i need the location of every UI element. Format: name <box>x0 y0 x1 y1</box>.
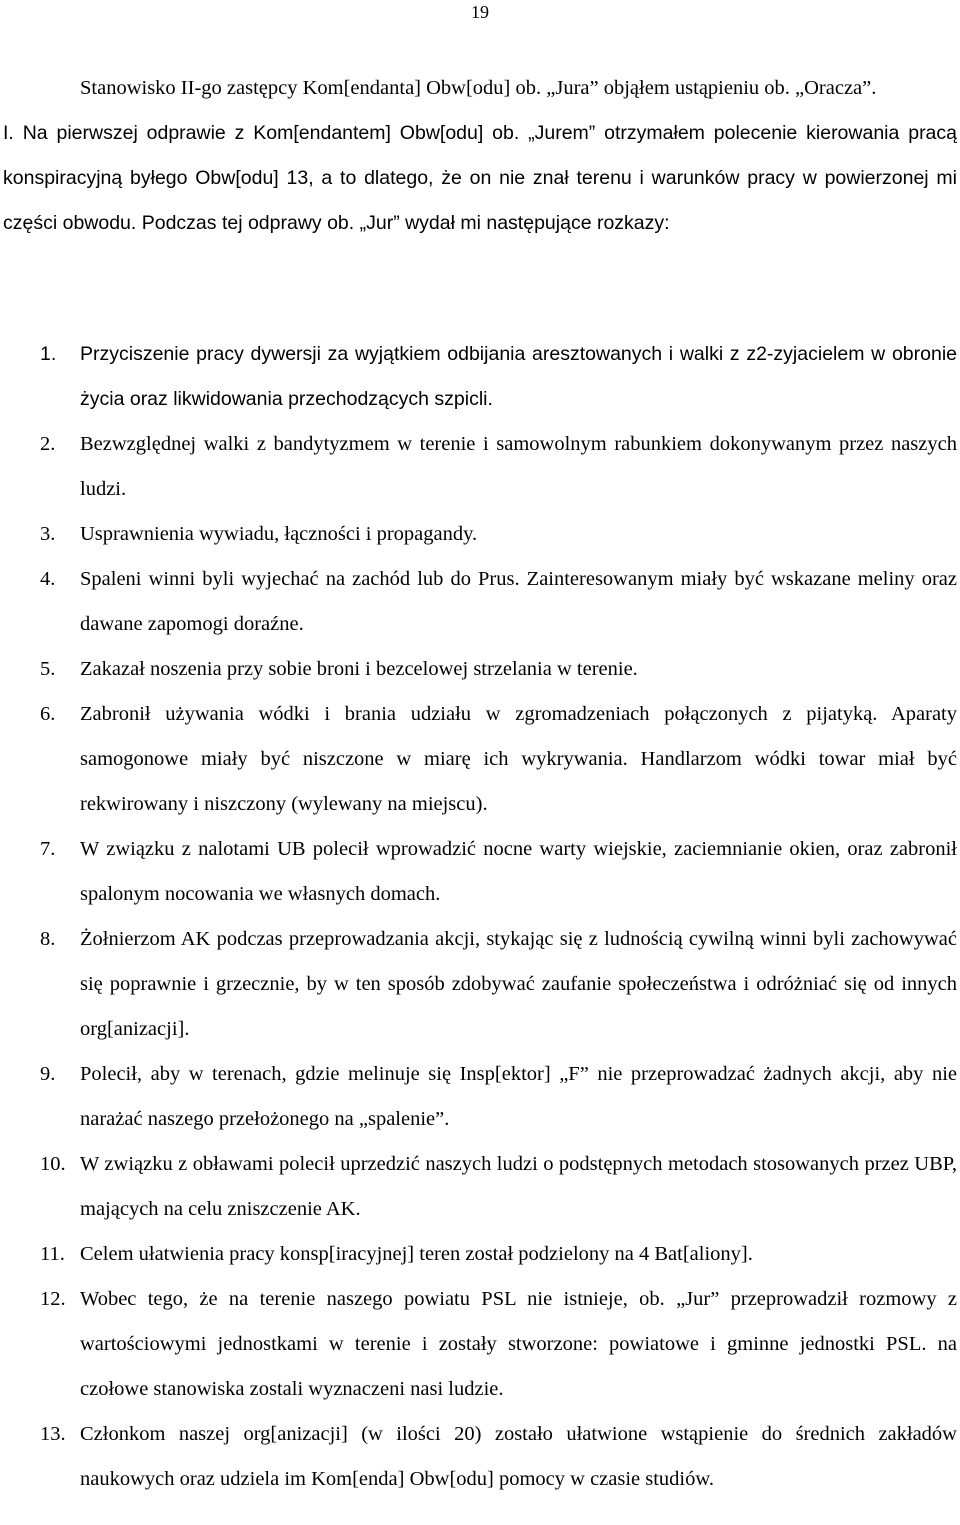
item-text: Zabronił używania wódki i brania udziału w zgromadzeniach połączonych z pijatyką. Aparaty samogonowe miały być niszczone w miarę ich wykrywania. Handlarzom wódki towar miał być rekwirowany i niszczony (wylewany na miejscu). <box>80 703 957 815</box>
item-text: Żołnierzom AK podczas przeprowadzania akcji, stykając się z ludnością cywilną winni byli zachowywać się poprawnie i grzecznie, by w ten sposób zdobywać zaufanie społeczeństwa i odróżniać się od innych org[anizacji]. <box>80 928 957 1040</box>
item-number: 1. <box>40 343 57 365</box>
item-text: Spaleni winni byli wyjechać na zachód lub do Prus. Zainteresowanym miały być wskazane meliny oraz dawane zapomogi doraźne. <box>80 568 957 635</box>
list-item <box>3 1142 957 1232</box>
page-number: 19 <box>471 2 489 22</box>
item-number: 11. <box>40 1243 65 1265</box>
list-item <box>3 1232 957 1277</box>
list-item <box>3 1277 957 1412</box>
list-item <box>3 512 957 557</box>
list-item <box>3 1412 957 1502</box>
item-number: 12. <box>40 1288 66 1310</box>
item-number: 10. <box>40 1153 66 1175</box>
orders-list <box>3 332 957 1502</box>
item-text: W związku z obławami polecił uprzedzić naszych ludzi o podstępnych metodach stosowanych przez UBP, mających na celu zniszczenie AK. <box>80 1153 957 1220</box>
item-number: 8. <box>40 928 56 950</box>
item-number: 4. <box>40 568 56 590</box>
item-number: 7. <box>40 838 56 860</box>
item-text: Polecił, aby w terenach, gdzie melinuje się Insp[ektor] „F” nie przeprowadzać żadnych akcji, aby nie narażać naszego przełożonego na „spalenie”. <box>80 1063 957 1130</box>
item-number: 5. <box>40 658 56 680</box>
list-item <box>3 557 957 647</box>
item-text: Członkom naszej org[anizacji] (w ilości 20) zostało ułatwione wstąpienie do średnich zakładów naukowych oraz udziela im Kom[enda] Obw[odu] pomocy w czasie studiów. <box>80 1423 957 1490</box>
item-number: 2. <box>40 433 56 455</box>
intro-paragraph-2: I. Na pierwszej odprawie z Kom[endantem] Obw[odu] ob. „Jurem” otrzymałem polecenie kierowania pracą konspiracyjną byłego Obw[odu] 13, a to dlatego, że on nie znał terenu i warunków pracy w powierzonej mi części obwodu. Podczas tej odprawy ob. „Jur” wydał mi następujące rozkazy: <box>3 122 957 234</box>
item-text: Zakazał noszenia przy sobie broni i bezcelowej strzelania w terenie. <box>80 658 638 680</box>
item-number: 6. <box>40 703 56 725</box>
item-text: Bezwzględnej walki z bandytyzmem w terenie i samowolnym rabunkiem dokonywanym przez naszych ludzi. <box>80 433 957 500</box>
intro-section <box>3 66 957 246</box>
item-text: Celem ułatwienia pracy konsp[iracyjnej] teren został podzielony na 4 Bat[aliony]. <box>80 1243 753 1265</box>
list-item <box>3 647 957 692</box>
item-text: Przyciszenie pracy dywersji za wyjątkiem odbijania aresztowanych i walki z z2-zyjacielem w obronie życia oraz likwidowania przechodzących szpicli. <box>80 343 957 410</box>
list-item <box>3 917 957 1052</box>
list-item <box>3 827 957 917</box>
item-text: Wobec tego, że na terenie naszego powiatu PSL nie istnieje, ob. „Jur” przeprowadził rozmowy z wartościowymi jednostkami w terenie i zostały stworzone: powiatowe i gminne jednostki PSL. na czołowe stanowiska zostali wyznaczeni nasi ludzie. <box>80 1288 957 1400</box>
item-number: 3. <box>40 523 56 545</box>
list-item <box>3 332 957 422</box>
intro-paragraph-1: Stanowisko II-go zastępcy Kom[endanta] Obw[odu] ob. „Jura” objąłem ustąpieniu ob. „Oracza”. <box>80 77 877 99</box>
item-text: W związku z nalotami UB polecił wprowadzić nocne warty wiejskie, zaciemnianie okien, oraz zabronił spalonym nocowania we własnych domach. <box>80 838 957 905</box>
item-number: 13. <box>40 1423 66 1445</box>
item-number: 9. <box>40 1063 56 1085</box>
list-item <box>3 692 957 827</box>
list-item <box>3 422 957 512</box>
item-text: Usprawnienia wywiadu, łączności i propagandy. <box>80 523 478 545</box>
list-item <box>3 1052 957 1142</box>
